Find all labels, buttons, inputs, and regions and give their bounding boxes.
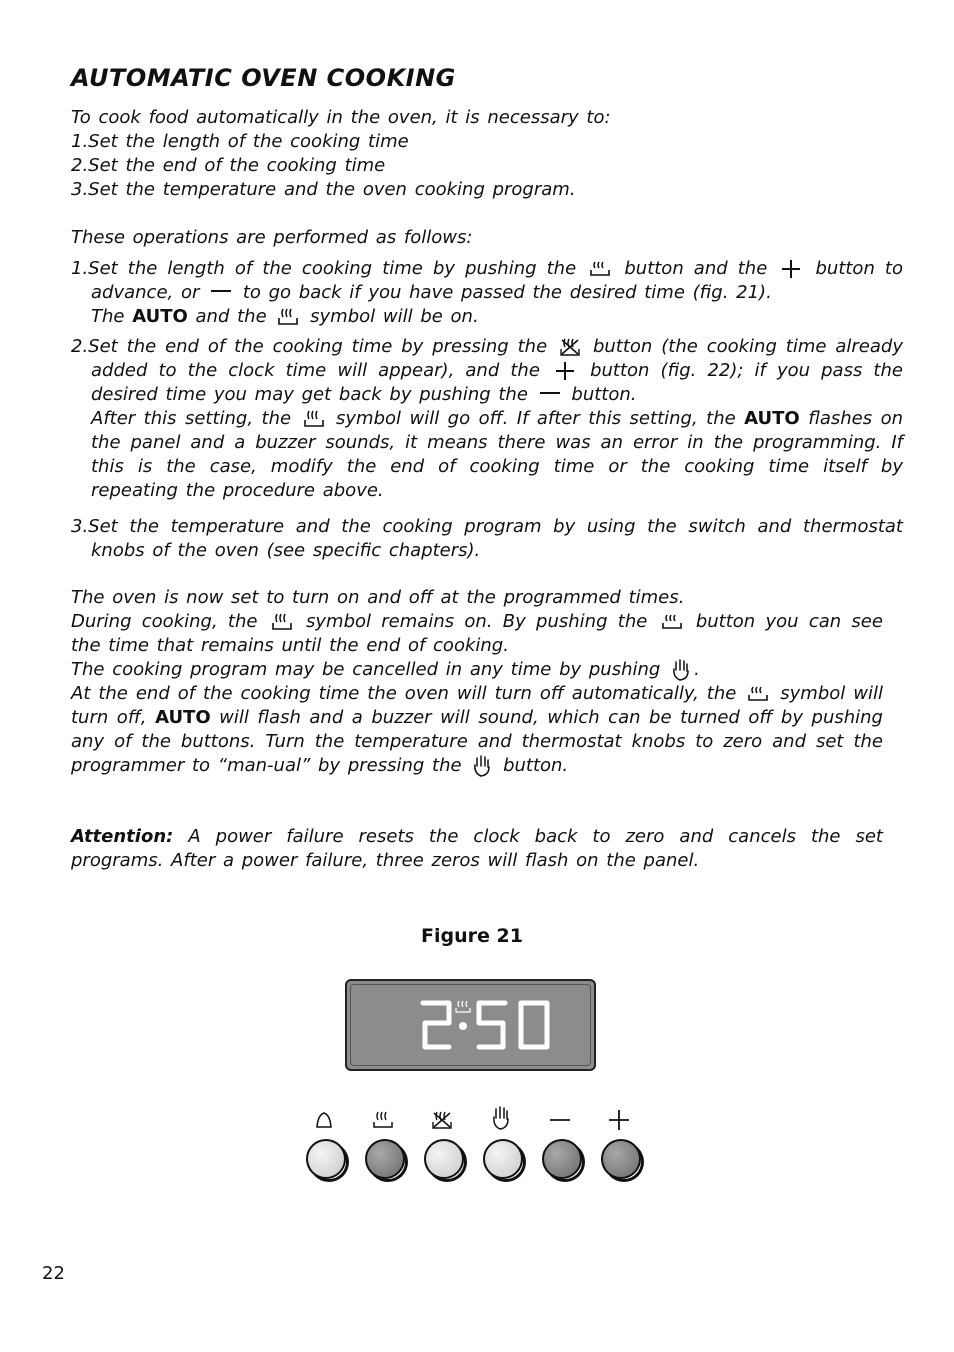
manual-hand-icon — [472, 754, 492, 778]
control-buttons — [300, 1105, 650, 1195]
auto-label: AUTO — [744, 408, 800, 429]
minus-icon — [539, 390, 561, 400]
figure-caption: Figure 21 — [421, 925, 523, 947]
info-text: button you can see the time that remains until the end of cooking. — [71, 611, 883, 656]
cooking-time-icon — [371, 1109, 395, 1131]
display-digits — [417, 995, 567, 1055]
plus-button[interactable] — [601, 1139, 641, 1179]
step-3 — [71, 515, 903, 563]
summary-step-3: 3.Set the temperature and the oven cooking program. — [71, 179, 576, 200]
manual-button[interactable] — [483, 1139, 523, 1179]
plus-icon — [554, 361, 576, 381]
cooking-time-icon — [589, 260, 611, 278]
info-text: symbol will turn off, — [71, 683, 883, 728]
cooking-time-icon — [277, 307, 299, 327]
minus-icon — [548, 1109, 572, 1131]
program-info — [71, 586, 883, 778]
summary-step-1: 1.Set the length of the cooking time — [71, 131, 409, 152]
plus-icon — [780, 259, 802, 279]
minus-icon — [210, 288, 232, 298]
cooking-time-button[interactable] — [365, 1139, 405, 1179]
timer-display — [345, 979, 596, 1071]
attention-label: Attention: — [71, 826, 174, 847]
step-1-text: symbol will be on. — [310, 306, 479, 327]
info-text: will flash and a buzzer will sound, which can be turned off by pushing any of the buttons. — [71, 707, 883, 752]
step-2 — [71, 335, 903, 503]
step-2-text: button. — [571, 384, 637, 405]
minus-button[interactable] — [542, 1139, 582, 1179]
cooking-time-icon — [303, 409, 325, 429]
step-1-text: The — [91, 306, 125, 327]
manual-hand-icon — [671, 658, 691, 682]
info-text: symbol remains on. By pushing the — [306, 611, 648, 632]
cooking-time-icon — [271, 612, 293, 632]
step-2-text: After this setting, the — [91, 408, 292, 429]
step-1-text: to go back if you have passed the desired time (fig. 21). — [242, 282, 772, 303]
alarm-button[interactable] — [306, 1139, 346, 1179]
page-number: 22 — [42, 1263, 65, 1284]
step-1-text: button and the — [624, 258, 768, 279]
info-text: The oven is now set to turn on and off at the programmed times. — [71, 587, 685, 608]
step-1-text: button to advance, or — [91, 258, 904, 303]
step-2-text: flashes on the panel and a buzzer sounds, it means there was an error in the programming. If this is the case, modify the end of cooking time or the cooking time itself by repeating the procedure above. — [91, 408, 903, 501]
info-text: button. — [503, 755, 569, 776]
end-cooking-icon — [430, 1109, 454, 1131]
step-2-text: symbol will go off. If after this setting, the — [336, 408, 736, 429]
info-text: Turn the temperature and thermostat knobs to zero and set the programmer to “man-ual” by pressing the — [71, 731, 883, 776]
intro-text: To cook food automatically in the oven, it is necessary to: — [71, 107, 611, 128]
intro-block — [71, 106, 883, 250]
step-1-text: 1.Set the length of the cooking time by pushing the — [71, 258, 577, 279]
cooking-time-icon — [747, 685, 769, 703]
auto-label: AUTO — [132, 306, 188, 327]
end-cooking-button[interactable] — [424, 1139, 464, 1179]
bell-icon — [312, 1109, 336, 1131]
end-cooking-icon — [559, 337, 581, 357]
step-1 — [71, 257, 903, 329]
step-3-text: 3.Set the temperature and the cooking program by using the switch and thermostat knobs of the oven (see specific chapters). — [71, 516, 903, 561]
plus-icon — [607, 1109, 631, 1131]
info-text: During cooking, the — [71, 611, 258, 632]
cooking-time-icon — [661, 613, 683, 631]
step-2-text: button (fig. 22); if you pass the desired time you may get back by pushing the — [91, 360, 903, 405]
performed-text: These operations are performed as follows: — [71, 227, 473, 248]
info-text: At the end of the cooking time the oven will turn off automatically, the — [71, 683, 737, 704]
info-text: The cooking program may be cancelled in any time by pushing — [71, 659, 661, 680]
step-1-text: and the — [195, 306, 267, 327]
summary-step-2: 2.Set the end of the cooking time — [71, 155, 386, 176]
manual-hand-icon — [489, 1105, 513, 1131]
info-text: . — [694, 659, 700, 680]
attention-text: A power failure resets the clock back to zero and cancels the set programs. After a power failure, three zeros will flash on the panel. — [71, 826, 883, 871]
attention-note — [71, 825, 883, 873]
page-title: AUTOMATIC OVEN COOKING — [71, 64, 456, 92]
auto-label: AUTO — [155, 707, 211, 728]
step-2-text: button (the cooking time already added to the clock time will appear), and the — [91, 336, 903, 381]
step-2-text: 2.Set the end of the cooking time by pressing the — [71, 336, 548, 357]
